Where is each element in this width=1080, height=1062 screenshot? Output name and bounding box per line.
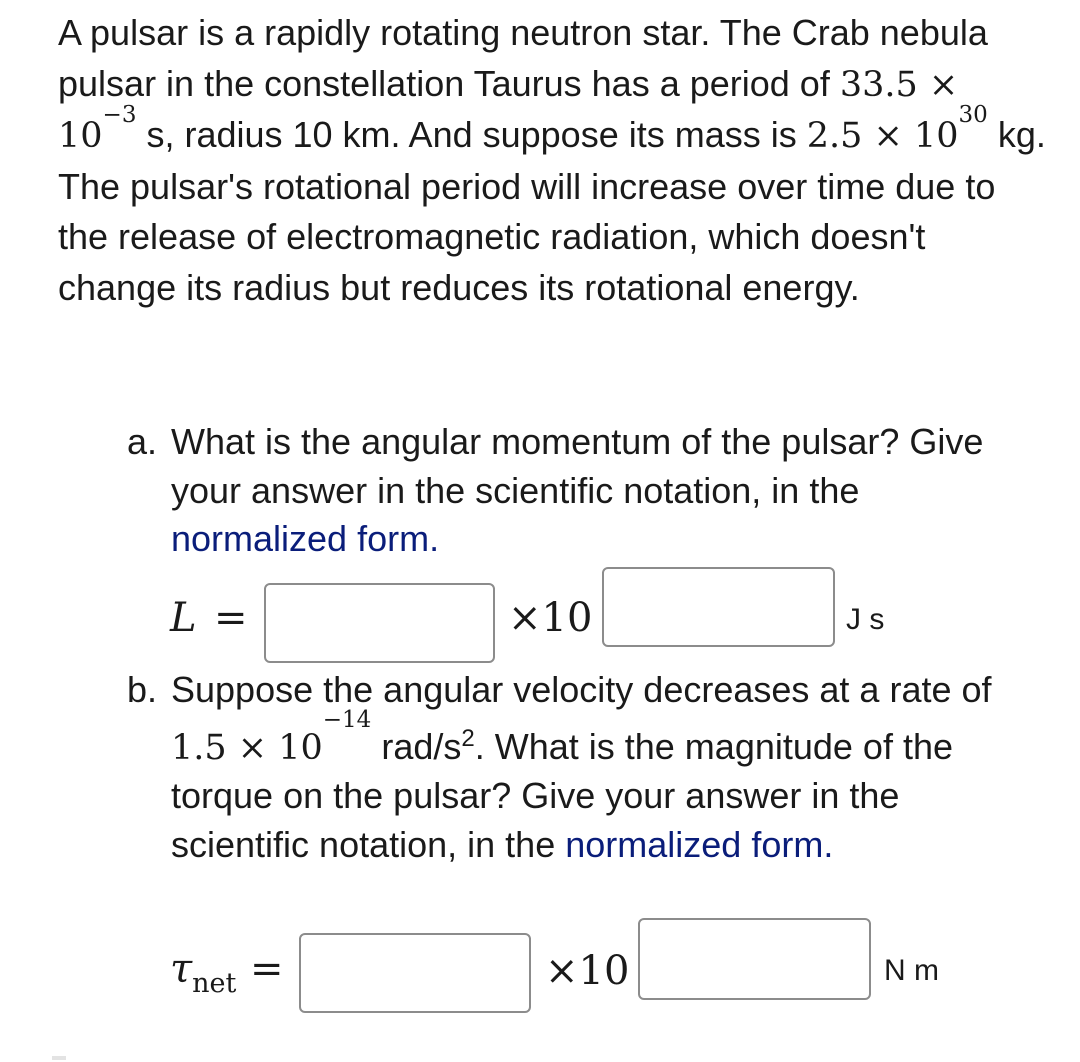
unit-a: J s — [846, 603, 885, 636]
answer-row-b — [0, 916, 1080, 1016]
rate-value: $1.5 \times 10^{-14}$ — [171, 706, 372, 768]
torque-symbol: $\tau_{net}$ — [170, 946, 237, 999]
mantissa-input-a[interactable] — [264, 583, 495, 663]
answer-row-a — [0, 565, 1080, 665]
torque-subscript: net — [192, 968, 237, 999]
normalized-form-link-a[interactable]: normalized form. — [171, 518, 440, 559]
mass-exponent: 30 — [958, 102, 988, 128]
period-value: $33.5 \times 10^{-3}$ — [58, 64, 959, 156]
times-ten-b: ×10 — [545, 948, 630, 994]
rate-unit-exponent: 2 — [461, 724, 475, 752]
part-a-marker: a. — [127, 421, 158, 462]
mass-value: $2.5 \times 10^{30}$ — [806, 102, 988, 156]
part-a-text: What is the angular momentum of the pulsar? Give your answer in the scientific notation, in the normalized form. — [171, 421, 984, 559]
period-exponent: −3 — [102, 102, 137, 128]
intro-text-3: kg. The pulsar's rotational period will increase over time due to the release of electromagnetic radiation, which doesn't change its radius but reduces its rotational energy. — [58, 114, 1046, 308]
rate-unit: rad/s — [381, 725, 462, 767]
problem-statement — [58, 8, 1048, 313]
normalized-form-link-b[interactable]: normalized form. — [565, 823, 834, 865]
equals-sign-b: = — [250, 946, 284, 992]
rate-exponent: −14 — [322, 706, 372, 733]
intro-text-1: A pulsar is a rapidly rotating neutron star. The Crab nebula pulsar in the constellation Taurus has a period of — [58, 12, 988, 104]
scroll-edge-hint — [52, 1056, 66, 1060]
equals-sign-a: = — [214, 595, 248, 641]
angular-momentum-symbol: L — [170, 595, 197, 641]
unit-b: N m — [884, 954, 939, 987]
question-part-a — [127, 418, 1027, 564]
mantissa-input-b[interactable] — [299, 933, 531, 1013]
intro-text-2: s, radius 10 km. And suppose its mass is — [146, 114, 807, 155]
part-b-text: Suppose the angular velocity decreases at a rate of $1.5 \times 10^{-14}rad/s^2$. What is the magnitude of the torque on the pulsar? Give your answer in the scientific notation, in the normalized form. — [171, 669, 992, 865]
exponent-input-a[interactable] — [602, 567, 835, 647]
times-ten-a: ×10 — [508, 595, 593, 641]
part-b-marker: b. — [127, 669, 158, 710]
question-part-b — [127, 666, 1027, 869]
exponent-input-b[interactable] — [638, 918, 871, 1000]
